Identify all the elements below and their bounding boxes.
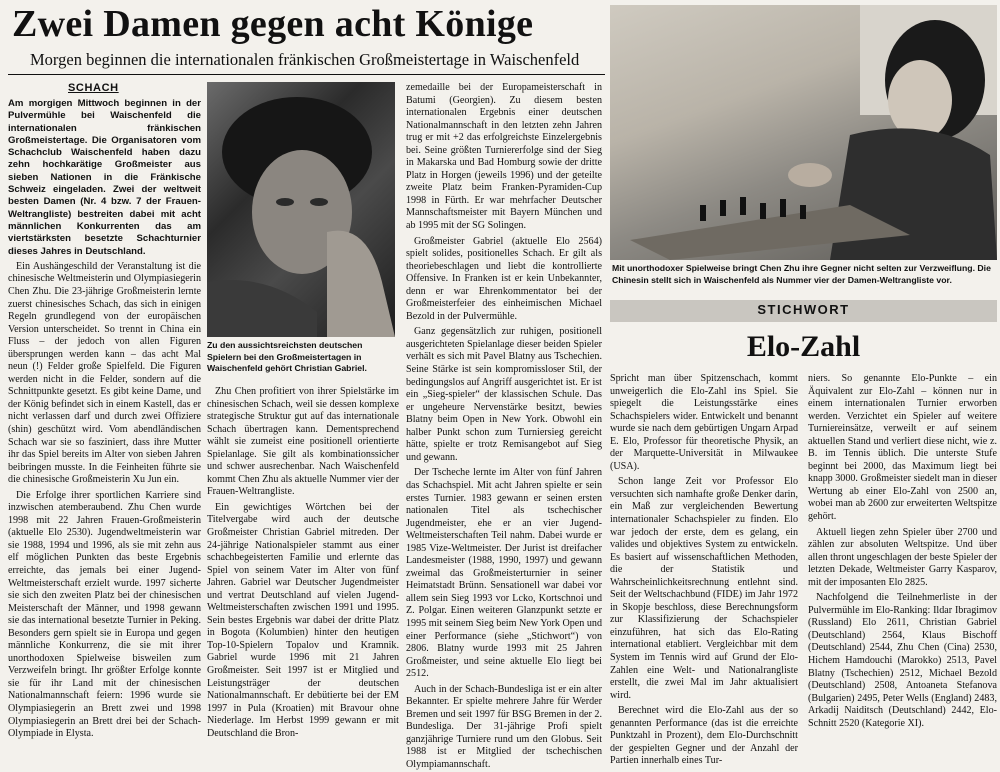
paragraph: Zhu Chen profitiert von ihrer Spielstärke im chinesischen Schach, weil sie dessen komplexe strategische Struktur gut auf das internationale Schach übertragen kann. Dementsprechend wählt sie zumeist eine positionell orientierte Spielanlage. Sie gilt als kombinationssicher und schwer ausrechenbar. Nach Waischenfeld kommt Chen Zhu als aktuelle Nummer vier der Frauen-Weltrangliste. (207, 386, 399, 498)
column-3 (406, 82, 602, 770)
paragraph: Ein Aushängeschild der Veranstaltung ist die chinesische Weltmeisterin und Olympiasiegerin Chen Zhu. Die 23-jährige Großmeisterin lernte zuerst chinesisches Schach, das sich in einigen Regeln grundlegend von der europäischen Version unterscheidet. So trennt in China ein Fluss – der jedoch von allen Figuren übersprungen werden kann – das acht Mal neun (!) Felder große Spielfeld. Die Figuren werden nicht in die Felder, sondern auf die Schnittpunkte gesetzt. Es gibt keine Dame, und der König befindet sich in einem Kastell, das er nicht verlassen darf und durch zwei Offiziere (shin) geschützt wird. Vom abendländischen Schach war sie so fasziniert, dass ihre Mutter ihr das Spiel bereits im Alter von sieben Jahren beibringen musste. In die Feinheiten führte sie die chinesische Großmeisterin Xu Jun ein. (8, 260, 201, 486)
paragraph: Aktuell liegen zehn Spieler über 2700 und zählen zur absoluten Weltspitze. Und über allen thront ungeschlagen der beste Spieler der letzten Dekade, Weltmeister Garry Kasparov, mit der imposanten Elo 2825. (808, 526, 997, 588)
headline: Zwei Damen gegen acht Könige (12, 3, 534, 45)
elo-title: Elo-Zahl (746, 330, 861, 363)
photo-christian-gabriel (207, 82, 395, 337)
column-1 (8, 98, 201, 740)
paragraph: Auch in der Schach-Bundesliga ist er ein alter Bekannter. Er spielte mehrere Jahre für Werder Bremen und seit 1997 für BSG Bremen in der 2. Bundesliga. Der 31-jährige Profi spielt ganzjährige Turniere rund um den Globus. Seit 1988 ist er Mitglied der tschechischen Olympiamannschaft. (406, 683, 602, 770)
paragraph: Die Erfolge ihrer sportlichen Karriere sind inzwischen atemberaubend. Zhu Chen wurde 1998 mit 22 Jahren Frauen-Großmeisterin (aktuelle Elo 2530). Jugendweltmeisterin war sie 1988, 1994 und 1996, als sie mit zehn aus elf möglichen Punkten das beste Ergebnis erreichte, das jemals bei einer Jugend-Weltmeisterschaft erzielt wurde. 1997 sicherte sie sich den zweiten Platz bei der chinesischen Meisterschaft der Männer, und 1998 gewann sie das international besetzte Turnier in Peking. Besonders gern spielt sie in Europa und gegen männliche Konkurrenz, die sie mit ihrer unorthodoxen Spielweise bisweilen zum Verzweifeln bringt. Ihr größter Erfolge konnte sie für ihr Land mit der chinesischen Nationalmannschaft feiern: 1996 wurde sie Olympiasiegerin an Brett zwei und 1998 Olympiasiegerin an Brett drei bei der Schach-Olympiade in Elysta. (8, 489, 201, 740)
paragraph: Der Tscheche lernte im Alter von fünf Jahren das Schachspiel. Mit acht Jahren spielte er sein erstes Turnier. 1983 gewann er seinen ersten nationalen Titel als tschechischer Jugendmeister, ehe er an vier Jugend-Weltmeisterschaften Teil nahm. Dabei wurde er 1985 Vize-Weltmeister. Der Jurist ist dreifacher Landesmeister (1988, 1990, 1997) und gewann zweimal das Großmeisterturnier in seiner Heimatstadt Brünn. Sensationell war dabei vor allem sein Sieg 1993 vor Lcko, Kortschnoi und Z. Polgar. Einen weiteren Glanzpunkt setzte er 1995 mit seinem Sieg beim New York Open und einer Performance (siehe „Stichwort“) von 2806. Blatny wurde 1993 mit 25 Jahren Großmeister, und seine aktuelle Elo liegt bei 2512. (406, 467, 602, 680)
paragraph: Ein gewichtiges Wörtchen bei der Titelvergabe wird auch der deutsche Großmeister Christian Gabriel mitreden. Der 24-jährige Nationalspieler stammt aus einer schachbegeisterten Familie und erlernte das Spiel von seinem Vater im Alter von fünf Jahren. Gabriel war Deutscher Jugendmeister und vertrat Deutschland auf vielen Jugend-Weltmeisterschaften zwischen 1991 und 1995. Sein bestes Ergebnis war dabei der dritte Platz in Bogota (Kolumbien) hinter den heutigen Top-10-Spielern Topalov und Kramnik. Gabriel wurde 1996 mit 21 Jahren Großmeister. Seit 1997 ist er Mitglied und Leistungsträger der deutschen Nationalmannschaft. Er debütierte bei der EM 1997 in Pula (Kroatien) mit Bravour ohne Niederlage. Im Herbst 1999 gewann er mit Deutschland die Bron- (207, 501, 399, 739)
column-4 (610, 373, 798, 767)
column-2 (207, 386, 399, 739)
divider (8, 74, 605, 75)
paragraph: Schon lange Zeit vor Professor Elo versuchten sich namhafte große Denker darin, ein Maß zur vergleichenden Bewertung internationaler Schachspieler zu finden. Elo war jedoch der erste, dem es gelang, ein valides und objektives System zu entwickeln. Es basiert auf wissenschaftlichen Methoden, die der Statistik und Wahrscheinlichkeitsrechnung entlehnt sind. Seit der Weltschachbund (FIDE) im Jahr 1972 in Skopje beschloss, diese Berechnungsform zur Klassifizierung der Schachspieler einzuführen, hat sich das Elo-Rating international etabliert. Vergleichbar mit dem System im Tennis wird auf Grund der Elo-Zahlen eine Welt- und Nationalrangliste erstellt, die zwei Mal im Jahr aktualisiert wird. (610, 476, 798, 701)
paragraph: Berechnet wird die Elo-Zahl aus der so genannten Performance (das ist die erreichte Punktzahl in Prozent), dem Elo-Durchschnitt der gespielten Gegner und der Anzahl der Partien innerhalb eines Tur- (610, 705, 798, 767)
paragraph: niers. So genannte Elo-Punkte – ein Äquivalent zur Elo-Zahl – können nur in einem internationalen Turnier erworben werden. Verzichtet ein Spieler auf weitere Turniereinsätze, verweilt er auf seinem aktuellen Stand und verliert diese nicht, wie z. B. im Tennis üblich. Die unterste Stufe beginnt bei 2000, das Maximum liegt bei knapp 3000. Großmeister siedelt man in dieser Wertung ab einer Elo-Zahl von 2500 an, wobei man ab 2600 zur erweiterten Weltspitze gehört. (808, 373, 997, 523)
section-kicker: SCHACH (68, 82, 119, 94)
chess-player-illustration (610, 5, 997, 260)
paragraph: zemedaille bei der Europameisterschaft in Batumi (Georgien). Zu diesem besten internationalen Ergebnis einer deutschen Nationalmannschaft in den letzten zehn Jahren trug er mit +2 das erfolgreichste Einzelergebnis bei. Seine größten Turniererfolge sind der Sieg in Makarska und Bad Homburg sowie der dritte Platz in Horgen (jeweils 1996) und der geteilte zweite Platz beim Franken-Pyramiden-Cup 1998 in Fürth. Er war mehrfacher Deutscher Mannschaftsmeister mit Bayern München und ab 1995 mit der SG Solingen. (406, 82, 602, 232)
paragraph: Ganz gegensätzlich zur ruhigen, positionell ausgerichteten Spielanlage dieser beiden Spieler verhält es sich mit Pavel Blatny aus Tschechien. Seine Stärke ist sein kompromissloser Stil, der bedingungslos auf Angriff ausgerichtet ist. Er ist ein „Sieg-spieler“ der klassischen Schule. Das er ungeheure Nervenstärke besitzt, bewies Blatny beim Open in New York. Obwohl ein halber Punkt schon zum Turniersieg gereicht hätte, spielte er trotz Remisangebot auf Sieg und gewann. (406, 326, 602, 463)
subheadline: Morgen beginnen die internationalen fränkischen Großmeistertage in Waischenfeld (30, 50, 580, 69)
photo-caption: Zu den aussichtsreichsten deutschen Spielern bei den Großmeistertagen in Waischenfeld gehört Christian Gabriel. (207, 340, 367, 374)
photo-caption: Mit unorthodoxer Spielweise bringt Chen Zhu ihre Gegner nicht selten zur Verzweiflung. Die Chinesin stellt sich in Waischenfeld als Nummer vier der Damen-Weltrangliste vor. (612, 263, 991, 285)
lead-paragraph: Am morgigen Mittwoch beginnen in der Pulvermühle bei Waischenfeld die internationalen fränkischen Großmeistertage. Die Organisatoren vom Schachclub Waischenfeld haben dazu zehn hochkarätige Großmeister aus sieben Nationen in die Fränkische Schweiz eingeladen. Zwei der weltweit besten Damen (Nr. 4 bzw. 7 der Frauen-Weltrangliste) bestreiten dabei mit acht männlichen Konkurrenten das am viertstärksten besetzte Schachturnier dieses Jahres in Deutschland. (8, 98, 201, 257)
paragraph: Spricht man über Spitzenschach, kommt unweigerlich die Elo-Zahl ins Spiel. Sie spiegelt die Leistungsstärke eines Schachspielers wider. Entwickelt und benannt wurde sie nach dem gebürtigen Ungarn Arpad E. Elo, Professor für theoretische Physik, an der Marquette-Universität in Milwaukee (USA). (610, 373, 798, 472)
paragraph: Nachfolgend die Teilnehmerliste in der Pulvermühle im Elo-Ranking: Ildar Ibragimov (Russland) Elo 2611, Christian Gabriel (Deutschland) 2564, Klaus Bischoff (Deutschland) 2544, Zhu Chen (Cina) 2530, Hichem Hamdouchi (Marokko) 2513, Pavel Blatny (Tschechien) 2512, Michael Bezold (Deutschland) 2508, Antoaneta Stefanova (Bulgarien) 2495, Peter Wells (England) 2483, Arkadij Naiditsch (Deutschland) 2442, Elo-Schnitt 2520 (Kategorie XI). (808, 592, 997, 729)
stichwort-label: STICHWORT (757, 302, 850, 317)
portrait-illustration (207, 82, 395, 337)
paragraph: Großmeister Gabriel (aktuelle Elo 2564) spielt solides, positionelles Schach. Er gilt als theoriebeschlagen und liebt die kontrollierte Offensive. In Franken ist er kein Unbekannter, denn er war Ehrenkommentator bei der Großmeisterfeier des einheimischen Michael Bezold in der Pulvermühle. (406, 235, 602, 322)
photo-chen-zhu (610, 5, 997, 260)
column-5 (808, 373, 997, 729)
